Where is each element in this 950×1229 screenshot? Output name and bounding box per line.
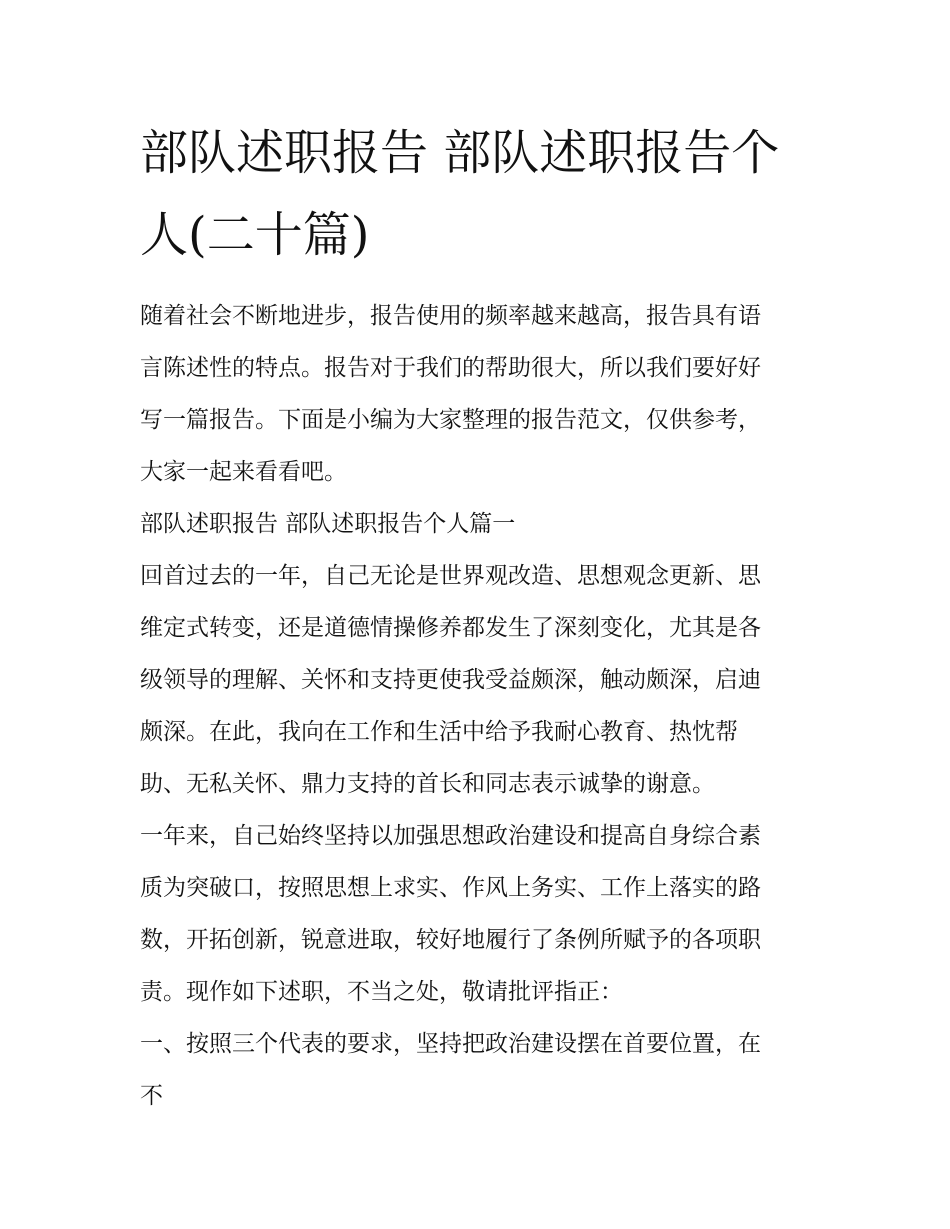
text-line: 一、按照三个代表的要求，坚持把政治建设摆在首要位置，在 [140,1031,761,1057]
text-line: 写一篇报告。下面是小编为大家整理的报告范文，仅供参考， [140,407,761,433]
document-body [140,112,812,1122]
text-line: 不 [140,1083,163,1109]
text-line: 大家一起来看看吧。 [140,459,347,485]
text-line: 颇深。在此，我向在工作和生活中给予我耐心教育、热忱帮 [140,719,738,745]
text-line: 质为突破口，按照思想上求实、作风上务实、工作上落实的路 [140,875,761,901]
text-line: 助、无私关怀、鼎力支持的首长和同志表示诚挚的谢意。 [140,771,715,797]
section-heading: 部队述职报告 部队述职报告个人篇一 [140,511,516,537]
text-line: 级领导的理解、关怀和支持更使我受益颇深，触动颇深，启迪 [140,667,761,693]
text-line: 维定式转变，还是道德情操修养都发生了深刻变化，尤其是各 [140,615,761,641]
text-line: 数，开拓创新，锐意进取，较好地履行了条例所赋予的各项职 [140,927,761,953]
document-title: 部队述职报告 部队述职报告个人(二十篇) [140,125,780,263]
text-line: 责。现作如下述职，不当之处，敬请批评指正： [140,979,623,1005]
text-line: 回首过去的一年，自己无论是世界观改造、思想观念更新、思 [140,563,761,589]
text-line: 一年来，自己始终坚持以加强思想政治建设和提高自身综合素 [140,823,761,849]
body-text [140,290,812,1122]
text-line: 随着社会不断地进步，报告使用的频率越来越高，报告具有语 [140,303,761,329]
text-line: 言陈述性的特点。报告对于我们的帮助很大，所以我们要好好 [140,355,761,381]
